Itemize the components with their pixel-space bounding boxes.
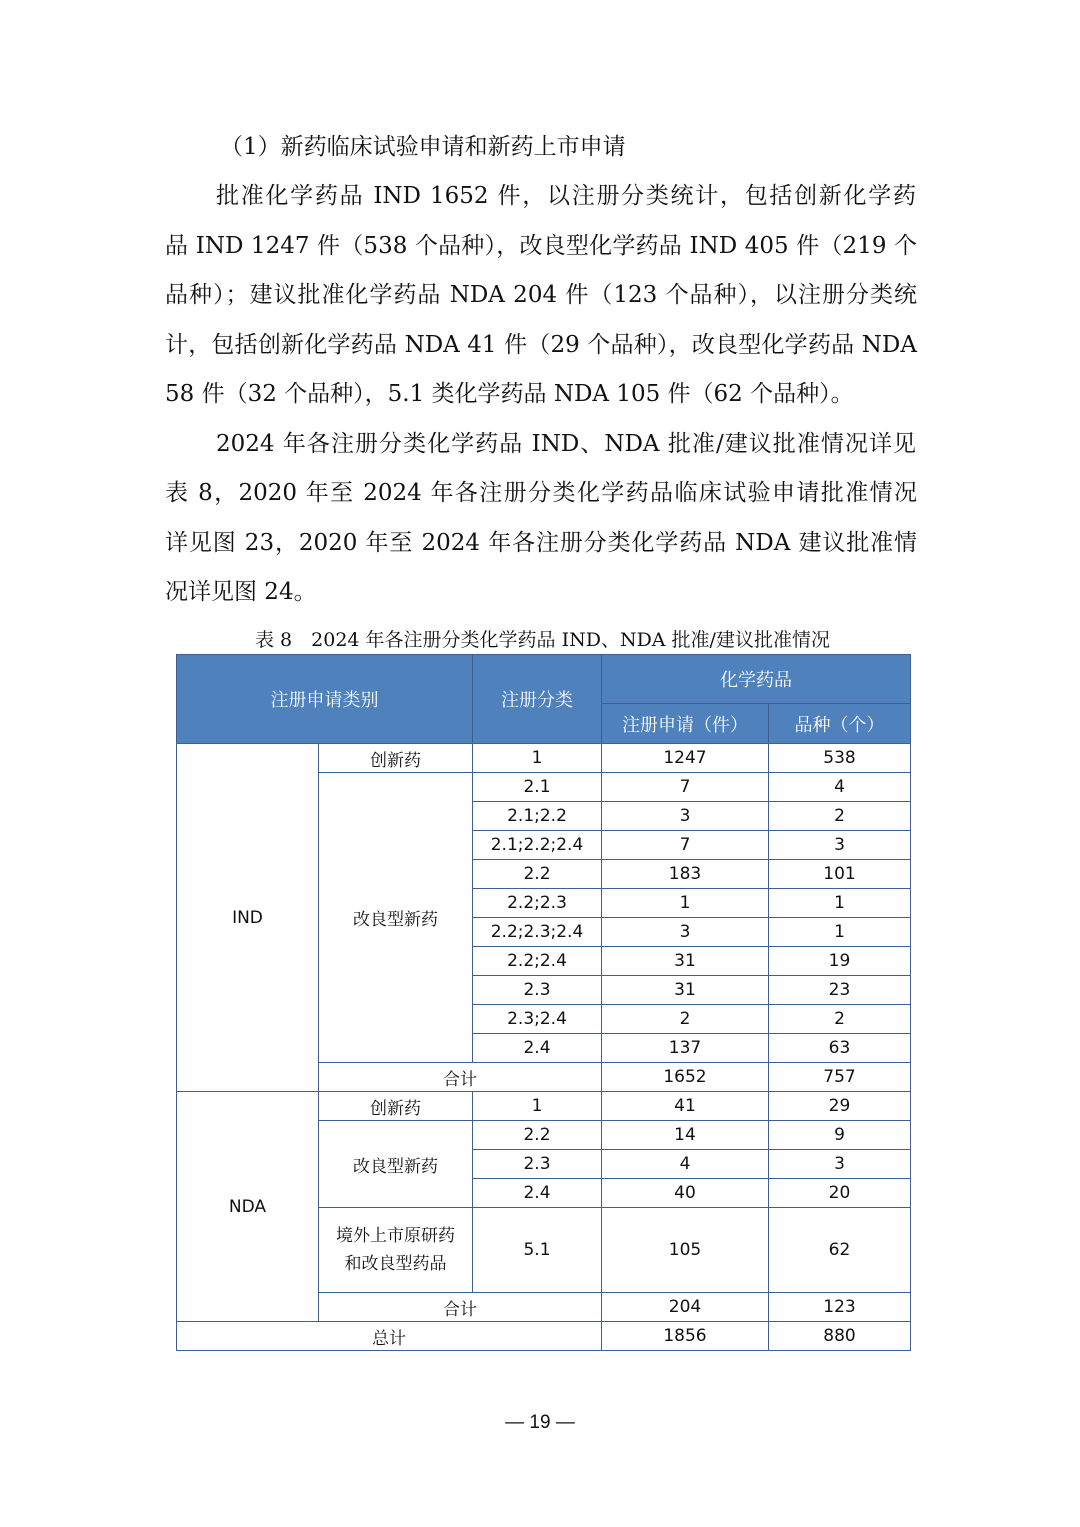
cell-apps: 3 [602, 802, 769, 831]
cell-apps: 105 [602, 1208, 769, 1293]
table-caption: 表 8 2024 年各注册分类化学药品 IND、NDA 批准/建议批准情况 [255, 629, 830, 651]
cell-varieties: 1 [769, 918, 911, 947]
cell-class: 2.2 [473, 860, 602, 889]
cell-varieties: 123 [769, 1293, 911, 1322]
cell-varieties: 20 [769, 1179, 911, 1208]
cell-varieties: 3 [769, 831, 911, 860]
cell-class: 2.3;2.4 [473, 1005, 602, 1034]
cell-varieties: 63 [769, 1034, 911, 1063]
cell-class: 2.2 [473, 1121, 602, 1150]
cell-apps: 204 [602, 1293, 769, 1322]
header-class: 注册分类 [473, 655, 602, 744]
cell-varieties: 9 [769, 1121, 911, 1150]
cell-apps: 31 [602, 947, 769, 976]
subcategory-innovative: 创新药 [319, 744, 473, 773]
cell-varieties: 757 [769, 1063, 911, 1092]
subcategory-improved: 改良型新药 [319, 773, 473, 1063]
cell-apps: 14 [602, 1121, 769, 1150]
cell-apps: 1247 [602, 744, 769, 773]
subtotal-label: 合计 [319, 1293, 602, 1322]
cell-apps: 7 [602, 773, 769, 802]
category-nda: NDA [177, 1092, 319, 1322]
cell-apps: 4 [602, 1150, 769, 1179]
text-line: 表 8，2020 年至 2024 年各注册分类化学药品临床试验申请批准情况 [165, 480, 917, 506]
cell-apps: 183 [602, 860, 769, 889]
text-line: 详见图 23，2020 年至 2024 年各注册分类化学药品 NDA 建议批准情 [165, 530, 917, 556]
cell-apps: 40 [602, 1179, 769, 1208]
cell-class: 2.2;2.3;2.4 [473, 918, 602, 947]
cell-class: 5.1 [473, 1208, 602, 1293]
cell-class: 2.3 [473, 1150, 602, 1179]
grand-total-label: 总计 [177, 1322, 602, 1351]
text-line: 计，包括创新化学药品 NDA 41 件（29 个品种），改良型化学药品 NDA [165, 332, 917, 358]
cell-class: 2.4 [473, 1034, 602, 1063]
section-heading: （1）新药临床试验申请和新药上市申请 [220, 134, 626, 160]
cell-class: 2.4 [473, 1179, 602, 1208]
header-group: 化学药品 [602, 655, 911, 704]
cell-class: 2.2;2.4 [473, 947, 602, 976]
text-line: 品种）；建议批准化学药品 NDA 204 件（123 个品种），以注册分类统 [165, 282, 917, 308]
text-line: 况详见图 24。 [165, 579, 317, 605]
cell-varieties: 23 [769, 976, 911, 1005]
cell-varieties: 101 [769, 860, 911, 889]
cell-class: 2.3 [473, 976, 602, 1005]
header-type: 注册申请类别 [177, 655, 473, 744]
grand-total-row [177, 1322, 911, 1351]
cell-apps: 3 [602, 918, 769, 947]
text-line: 2024 年各注册分类化学药品 IND、NDA 批准/建议批准情况详见 [216, 431, 916, 457]
cell-varieties: 29 [769, 1092, 911, 1121]
cell-varieties: 2 [769, 1005, 911, 1034]
table-row [177, 744, 911, 773]
header-varieties: 品种（个） [769, 704, 911, 744]
cell-apps: 7 [602, 831, 769, 860]
category-ind: IND [177, 744, 319, 1092]
text-line: 品 IND 1247 件（538 个品种），改良型化学药品 IND 405 件（219 个 [165, 233, 917, 259]
subtotal-label: 合计 [319, 1063, 602, 1092]
text-line: 58 件（32 个品种），5.1 类化学药品 NDA 105 件（62 个品种）。 [165, 381, 854, 407]
table-row [177, 1092, 911, 1121]
cell-apps: 1652 [602, 1063, 769, 1092]
cell-varieties: 62 [769, 1208, 911, 1293]
subcategory-overseas: 境外上市原研药和改良型药品 [319, 1208, 473, 1293]
header-apps: 注册申请（件） [602, 704, 769, 744]
cell-class: 2.1;2.2 [473, 802, 602, 831]
cell-varieties: 2 [769, 802, 911, 831]
cell-apps: 31 [602, 976, 769, 1005]
page-number: — 19 — [505, 1412, 575, 1433]
cell-varieties: 4 [769, 773, 911, 802]
subcategory-improved: 改良型新药 [319, 1121, 473, 1208]
cell-class: 1 [473, 1092, 602, 1121]
cell-varieties: 538 [769, 744, 911, 773]
cell-varieties: 3 [769, 1150, 911, 1179]
approval-table [176, 654, 911, 1351]
cell-varieties: 880 [769, 1322, 911, 1351]
cell-class: 2.1 [473, 773, 602, 802]
cell-apps: 2 [602, 1005, 769, 1034]
cell-apps: 1 [602, 889, 769, 918]
cell-varieties: 19 [769, 947, 911, 976]
cell-apps: 1856 [602, 1322, 769, 1351]
text-line: 批准化学药品 IND 1652 件，以注册分类统计，包括创新化学药 [216, 183, 916, 209]
cell-class: 2.1;2.2;2.4 [473, 831, 602, 860]
cell-class: 1 [473, 744, 602, 773]
cell-class: 2.2;2.3 [473, 889, 602, 918]
subcategory-innovative: 创新药 [319, 1092, 473, 1121]
cell-apps: 137 [602, 1034, 769, 1063]
cell-varieties: 1 [769, 889, 911, 918]
cell-apps: 41 [602, 1092, 769, 1121]
